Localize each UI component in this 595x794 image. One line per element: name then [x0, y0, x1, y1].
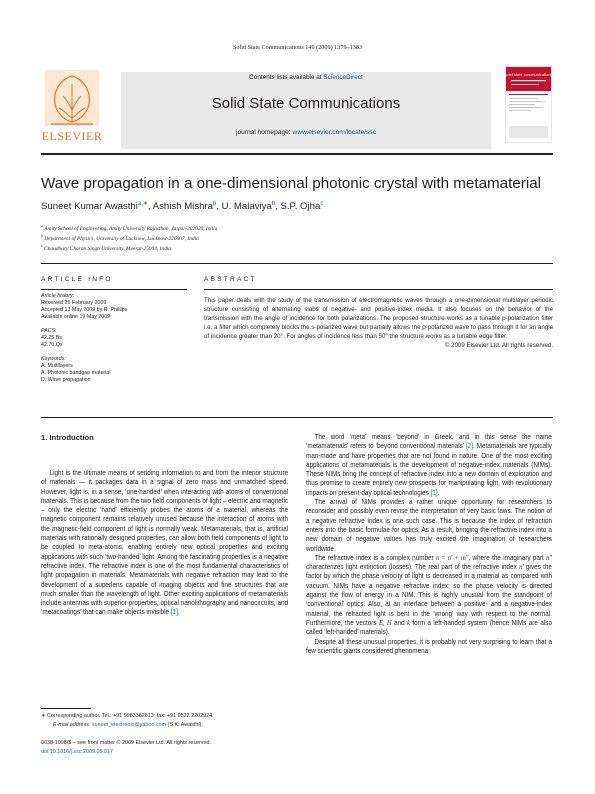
- article-info-heading: ARTICLE INFO: [41, 276, 113, 283]
- history-item: Accepted 13 May 2009 by R. Phillips: [41, 307, 128, 313]
- paragraph: Light is the ultimate means of sending information to and from the interior structure of materials — it packages data in a signal of zero mass and unmatched speed. However, light is, in a sense, ‘one-handed’ when interacting with atoms of conventional materials. This is because from the two field components of light – electric and magnetic – only the electric ‘hand’ efficiently probes the atoms of a material, whereas the magnetic component remains relatively unused because the interaction of atoms with the magnetic-field component of light is normally weak. Metamaterials, that is, artificial materials with rationally designed properties, can allow both field components of light to be coupled to meta-atoms, enabling entirely new optical properties and exciting applications with such ‘two-handed’ light. Among the fascinating properties is a negative refractive index. The refractive index is one of the most fundamental characteristics of light propagation in materials. Metamaterials with negative refraction may lead to the development of a superlens capable of imaging objects and fine structures that are much smaller than the wavelength of light. Other exciting applications of metamaterials include antennas with superior properties, optical nanolithography and nanocircuits, and ‘metacoatings’ that can make objects invisible [1].: [41, 468, 289, 617]
- author-name: U. Malaviya: [221, 201, 272, 213]
- abstract-body: [204, 296, 553, 351]
- homepage-prefix: journal homepage:: [235, 129, 293, 136]
- history-label: Article history:: [41, 293, 75, 299]
- section-heading-introduction: 1. Introduction: [41, 433, 94, 442]
- pacs-item: 42.70.Qs: [41, 342, 63, 348]
- journal-name: Solid State Communications: [211, 95, 401, 112]
- article-info-rule: [41, 289, 187, 290]
- elsevier-logo: [41, 70, 103, 146]
- body-right-column: [306, 432, 552, 655]
- keyword: A. Photonic bandgap material: [41, 370, 111, 376]
- citation-link[interactable]: [1]: [170, 607, 178, 617]
- affiliation: $^c$ Chaudhary Charan Singh University, Meerut-25004, India: [41, 243, 171, 252]
- history-item: Available online 19 May 2009: [41, 314, 111, 320]
- elsevier-wordmark: ELSEVIER: [41, 129, 103, 143]
- contents-line: [121, 74, 491, 81]
- author-name: Ashish Mishra: [152, 201, 213, 213]
- cover-title: solid state communications: [505, 72, 552, 77]
- header-rule: [41, 153, 553, 155]
- affiliation: $^b$ Department of Physics, University of Lucknow, Lucknow-226007, India: [41, 233, 199, 242]
- divider-rule: [41, 263, 553, 264]
- author-mark[interactable]: c: [320, 201, 324, 207]
- author-list: Suneet Kumar Awasthi$^{a,∗}$, Ashish Mishra$^b$, U. Malaviya$^b$, S.P. Ojha$^c$: [41, 201, 324, 213]
- running-head: Solid State Communications 149 (2009) 1379–1383: [232, 44, 363, 51]
- author-mark[interactable]: b: [212, 201, 217, 207]
- history-item: Received 26 February 2009: [41, 300, 107, 306]
- issn-line: 0038-1098/$ – see front matter © 2009 Elsevier Ltd. All rights reserved.: [41, 740, 211, 746]
- citation-link[interactable]: [2]: [465, 441, 473, 451]
- abstract-bottom-rule: [41, 417, 553, 418]
- citation-link[interactable]: [1]: [430, 487, 438, 497]
- contents-prefix: Contents lists available at: [249, 74, 324, 81]
- email-link[interactable]: suneet_electronic@yahoo.com: [91, 722, 167, 728]
- author-name: S.P. Ojha: [280, 201, 321, 213]
- equation-inline: n = n′ + in″: [435, 552, 469, 562]
- pacs-item: 42.25.Bs: [41, 335, 62, 341]
- abstract-copyright: © 2009 Elsevier Ltd. All rights reserved.: [444, 342, 554, 350]
- pacs-label: PACS:: [41, 328, 57, 334]
- paragraph: Despite all these unusual properties, it is probably not very surprising to learn that a few scientific giants considered phenomena: [306, 636, 552, 655]
- abstract-text: This paper deals with the study of the transmission of electromagnetic waves through a one-dimensional multilayer periodic structure consisting of alternating slabs of negative- and positive-index media. It also focuses on the behavior of the transmission with the angle of incidence for both polarizations. The proposed structure works as a tunable p-polarization filter i.e. a filter which completely blocks the s-polarized wave but partially allows the p-polarized wave to pass through it for an angle of incidence greater than 20°. For angles of incidence less than 50° the structure works as a tunable edge filter.: [204, 297, 554, 341]
- paragraph: The refractive index is a complex number n = n′ + in″, where the imaginary part n″ characterizes light extinction (losses). The real part of the refractive index n′ gives the factor by which the phase velocity of light is decreased in a material as compared with vacuum. NIMs have a negative refractive index; so the phase velocity is directed against the flow of energy in a NIM. This is highly unusual from the standpoint of ‘conventional’ optics. Also, at an interface between a positive- and a negative-index material, the refracted light is bent in the ‘wrong’ way with respect to the normal. Furthermore, the vectors E, H and k form a left-handed system (hence NIMs are also called ‘left-handed’ materials).: [306, 552, 552, 637]
- sciencedirect-link[interactable]: ScienceDirect: [323, 74, 363, 81]
- paragraph: The arrival of NIMs provides a rather unique opportunity for researchers to reconsider and possibly even revise the interpretation of very basic laws. The notion of a negative refractive index is one such case. This is because the index of refraction enters into the basic formulae for optics. As a result, bringing the refractive index into a new domain of negative values has truly excited the imagination of researchers worldwide.: [306, 497, 552, 553]
- journal-cover-image: [505, 66, 552, 143]
- author-mark[interactable]: a,∗: [137, 201, 148, 207]
- author-mark[interactable]: b: [271, 201, 276, 207]
- abstract-rule: [204, 289, 553, 290]
- corresponding-author-note: ∗ Corresponding author. Tel.: +91 9983362813; fax: +91 0522 2202924.: [41, 713, 214, 719]
- keyword: D. Wave propagation: [41, 377, 91, 383]
- journal-homepage-link[interactable]: www.elsevier.com/locate/ssc: [292, 129, 376, 136]
- keywords-label: Keywords:: [41, 356, 66, 362]
- author-name: Suneet Kumar Awasthi: [41, 201, 138, 213]
- body-left-column: [41, 468, 288, 617]
- paragraph: The word ‘meta’ means ‘beyond’ in Greek, and in this sense the name ‘metamaterials’ refers to ‘beyond conventional materials’ [2]. Metamaterials are typically man-made and have properties that are not found in nature. One of the most exciting applications of metamaterials is the development of negative-index materials (NIMs). These NIMs bring the concept of refractive index into a new domain of exploration and thus promise to create entirely new prospects for manipulating light, with revolutionary impacts on present-day optical technologies [1].: [306, 432, 552, 497]
- affiliation: $^a$ Amity School of Engineering, Amity University Rajasthan, Jaipur-302020, India: [41, 223, 218, 232]
- article-title: Wave propagation in a one-dimensional photonic crystal with metamaterial: [41, 175, 542, 192]
- homepage-line: [121, 129, 491, 136]
- doi-link[interactable]: doi:10.1016/j.ssc.2009.05.017: [41, 749, 113, 755]
- article-info-block: [41, 293, 191, 384]
- keyword: A. Multilayers: [41, 363, 73, 369]
- footnote-rule: [41, 708, 91, 709]
- abstract-heading: ABSTRACT: [204, 276, 257, 283]
- email-note: E-mail address: suneet_electronic@yahoo.com (S.K. Awasthi).: [53, 722, 203, 728]
